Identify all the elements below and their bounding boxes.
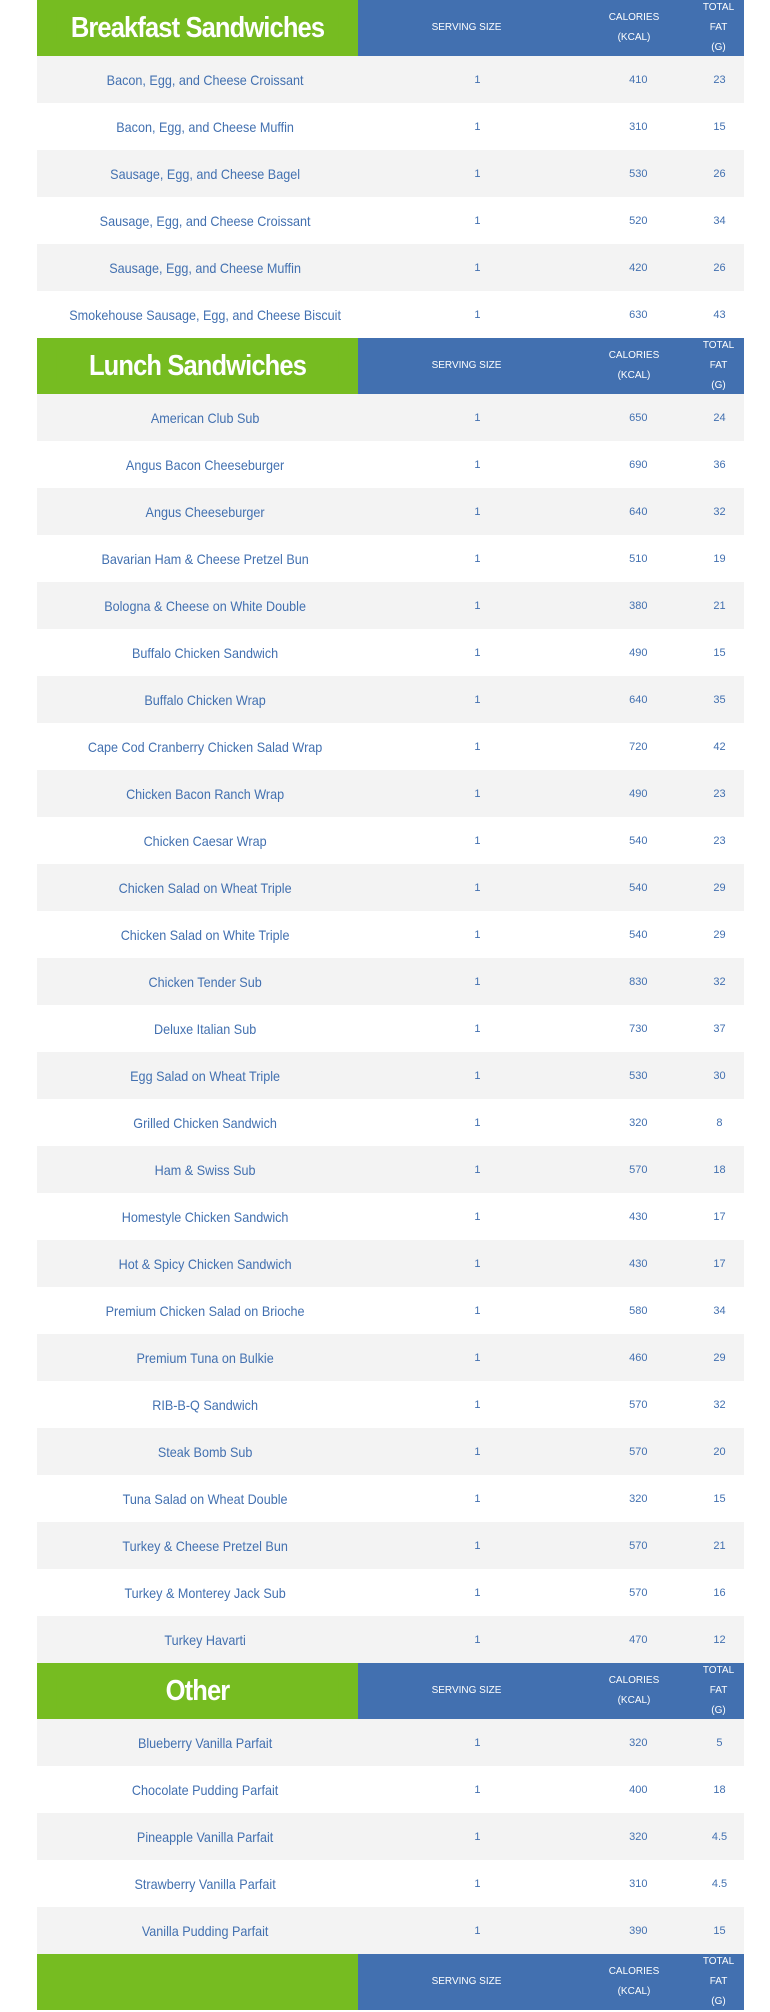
serving-size-value: 1: [474, 787, 481, 800]
table-row: [37, 535, 744, 582]
serving-size-header: SERVING SIZE: [431, 1685, 502, 1696]
calories-value: 630: [629, 308, 648, 321]
total-fat-value: 21: [713, 599, 726, 612]
item-name: Bavarian Ham & Cheese Pretzel Bun: [101, 550, 309, 567]
calories-value: 690: [629, 458, 648, 471]
calories-value: 460: [629, 1351, 648, 1364]
table-row: [37, 56, 744, 103]
serving-size-value: 1: [474, 411, 481, 424]
item-name: Sausage, Egg, and Cheese Muffin: [109, 259, 301, 276]
serving-size-value: 1: [474, 1830, 481, 1843]
total-fat-value: 15: [713, 120, 726, 133]
table-row: [37, 244, 744, 291]
serving-size-value: 1: [474, 1257, 481, 1270]
calories-value: 540: [629, 834, 648, 847]
table-row: [37, 582, 744, 629]
table-row: [37, 1719, 744, 1766]
calories-value: 640: [629, 505, 648, 518]
calories-header: CALORIES (KCAL): [608, 350, 660, 381]
total-fat-value: 42: [713, 740, 726, 753]
total-fat-value: 19: [713, 552, 726, 565]
total-fat-value: 4.5: [711, 1830, 728, 1843]
calories-value: 310: [629, 1877, 648, 1890]
table-row: [37, 394, 744, 441]
calories-value: 530: [629, 167, 648, 180]
table-row: [37, 1522, 744, 1569]
table-row: [37, 723, 744, 770]
calories-value: 430: [629, 1210, 648, 1223]
item-name: Blueberry Vanilla Parfait: [137, 1734, 273, 1751]
table-row: [37, 629, 744, 676]
serving-size-value: 1: [474, 693, 481, 706]
total-fat-value: 16: [713, 1586, 726, 1599]
serving-size-value: 1: [474, 1633, 481, 1646]
serving-size-value: 1: [474, 167, 481, 180]
serving-size-value: 1: [474, 1116, 481, 1129]
item-name: Chicken Caesar Wrap: [143, 832, 267, 849]
total-fat-value: 18: [713, 1163, 726, 1176]
table-row: [37, 770, 744, 817]
calories-value: 650: [629, 411, 648, 424]
serving-size-value: 1: [474, 308, 481, 321]
column-headers: [358, 0, 744, 56]
serving-size-value: 1: [474, 1877, 481, 1890]
item-name: Grilled Chicken Sandwich: [133, 1114, 277, 1131]
item-name: Vanilla Pudding Parfait: [141, 1922, 269, 1939]
item-name: Egg Salad on Wheat Triple: [130, 1067, 281, 1084]
section-title-bar: [37, 1954, 358, 2010]
table-row: [37, 441, 744, 488]
total-fat-value: 35: [713, 693, 726, 706]
table-row: [37, 958, 744, 1005]
serving-size-header: SERVING SIZE: [431, 360, 502, 371]
total-fat-value: 15: [713, 646, 726, 659]
item-name: Sausage, Egg, and Cheese Croissant: [99, 212, 311, 229]
serving-size-value: 1: [474, 1539, 481, 1552]
calories-value: 570: [629, 1398, 648, 1411]
column-headers: [358, 338, 744, 394]
total-fat-value: 34: [713, 214, 726, 227]
total-fat-value: 30: [713, 1069, 726, 1082]
item-name: Turkey & Monterey Jack Sub: [124, 1584, 286, 1601]
table-row: [37, 1240, 744, 1287]
calories-header: CALORIES (KCAL): [608, 1966, 660, 1997]
item-name: Strawberry Vanilla Parfait: [134, 1875, 276, 1892]
serving-size-value: 1: [474, 552, 481, 565]
total-fat-value: 26: [713, 167, 726, 180]
item-name: Buffalo Chicken Wrap: [144, 691, 266, 708]
total-fat-value: 24: [713, 411, 726, 424]
total-fat-value: 15: [713, 1924, 726, 1937]
item-name: Pineapple Vanilla Parfait: [136, 1828, 274, 1845]
total-fat-header: TOTAL FAT (G): [702, 1665, 735, 1716]
item-name: Angus Bacon Cheeseburger: [125, 456, 285, 473]
item-name: Angus Cheeseburger: [145, 503, 265, 520]
table-row: [37, 1907, 744, 1954]
total-fat-value: 17: [713, 1257, 726, 1270]
total-fat-value: 15: [713, 1492, 726, 1505]
total-fat-value: 12: [713, 1633, 726, 1646]
calories-value: 640: [629, 693, 648, 706]
menu-section: [37, 338, 744, 1663]
table-row: [37, 103, 744, 150]
serving-size-value: 1: [474, 1210, 481, 1223]
serving-size-value: 1: [474, 458, 481, 471]
serving-size-value: 1: [474, 834, 481, 847]
calories-value: 520: [629, 214, 648, 227]
serving-size-value: 1: [474, 975, 481, 988]
item-name: Bacon, Egg, and Cheese Muffin: [116, 118, 294, 135]
calories-value: 540: [629, 881, 648, 894]
total-fat-value: 32: [713, 505, 726, 518]
table-row: [37, 1099, 744, 1146]
section-title: Breakfast Sandwiches: [56, 12, 338, 45]
total-fat-value: 29: [713, 1351, 726, 1364]
menu-section: [37, 0, 744, 338]
table-row: [37, 864, 744, 911]
total-fat-value: 21: [713, 1539, 726, 1552]
calories-value: 570: [629, 1163, 648, 1176]
item-name: Deluxe Italian Sub: [153, 1020, 257, 1037]
serving-size-value: 1: [474, 928, 481, 941]
total-fat-value: 29: [713, 881, 726, 894]
table-row: [37, 197, 744, 244]
item-name: Sausage, Egg, and Cheese Bagel: [110, 165, 301, 182]
serving-size-value: 1: [474, 881, 481, 894]
item-name: Chicken Bacon Ranch Wrap: [126, 785, 285, 802]
item-name: Homestyle Chicken Sandwich: [121, 1208, 289, 1225]
item-name: Buffalo Chicken Sandwich: [132, 644, 279, 661]
total-fat-value: 18: [713, 1783, 726, 1796]
total-fat-value: 43: [713, 308, 726, 321]
calories-value: 310: [629, 120, 648, 133]
calories-value: 830: [629, 975, 648, 988]
total-fat-value: 4.5: [711, 1877, 728, 1890]
serving-size-value: 1: [474, 1736, 481, 1749]
serving-size-value: 1: [474, 120, 481, 133]
menu-section: [37, 1954, 744, 2010]
section-title: Other: [56, 1675, 338, 1708]
calories-value: 380: [629, 599, 648, 612]
serving-size-value: 1: [474, 646, 481, 659]
menu-section: [37, 1663, 744, 1954]
table-row: [37, 1766, 744, 1813]
serving-size-value: 1: [474, 740, 481, 753]
item-name: Premium Chicken Salad on Brioche: [105, 1302, 305, 1319]
calories-value: 390: [629, 1924, 648, 1937]
total-fat-value: 17: [713, 1210, 726, 1223]
calories-value: 320: [629, 1116, 648, 1129]
calories-value: 490: [629, 646, 648, 659]
serving-size-value: 1: [474, 261, 481, 274]
section-header: [37, 0, 744, 56]
serving-size-value: 1: [474, 73, 481, 86]
total-fat-value: 23: [713, 834, 726, 847]
total-fat-value: 20: [713, 1445, 726, 1458]
serving-size-value: 1: [474, 1924, 481, 1937]
section-header: [37, 1663, 744, 1719]
table-row: [37, 488, 744, 535]
table-row: [37, 1193, 744, 1240]
item-name: Chicken Tender Sub: [148, 973, 262, 990]
calories-value: 320: [629, 1492, 648, 1505]
table-row: [37, 1475, 744, 1522]
table-row: [37, 1334, 744, 1381]
nutrition-menu: [37, 0, 744, 2010]
table-row: [37, 1428, 744, 1475]
item-name: Turkey Havarti: [164, 1631, 246, 1648]
calories-value: 320: [629, 1736, 648, 1749]
item-name: RIB-B-Q Sandwich: [152, 1396, 258, 1413]
total-fat-header: TOTAL FAT (G): [702, 340, 735, 391]
calories-value: 730: [629, 1022, 648, 1035]
calories-value: 570: [629, 1539, 648, 1552]
total-fat-value: 8: [716, 1116, 723, 1129]
calories-value: 510: [629, 552, 648, 565]
table-row: [37, 1569, 744, 1616]
column-headers: [358, 1954, 744, 2010]
total-fat-value: 5: [716, 1736, 723, 1749]
serving-size-value: 1: [474, 505, 481, 518]
section-header: [37, 1954, 744, 2010]
total-fat-value: 26: [713, 261, 726, 274]
calories-value: 530: [629, 1069, 648, 1082]
item-name: Steak Bomb Sub: [157, 1443, 253, 1460]
serving-size-value: 1: [474, 1304, 481, 1317]
total-fat-value: 34: [713, 1304, 726, 1317]
section-title-bar: [37, 0, 358, 56]
table-row: [37, 1860, 744, 1907]
table-row: [37, 676, 744, 723]
total-fat-header: TOTAL FAT (G): [702, 1956, 735, 2007]
serving-size-value: 1: [474, 1163, 481, 1176]
table-row: [37, 817, 744, 864]
table-row: [37, 1287, 744, 1334]
item-name: American Club Sub: [150, 409, 260, 426]
table-row: [37, 291, 744, 338]
serving-size-header: SERVING SIZE: [431, 1976, 502, 1987]
serving-size-value: 1: [474, 1069, 481, 1082]
calories-value: 470: [629, 1633, 648, 1646]
calories-header: CALORIES (KCAL): [608, 1675, 660, 1706]
serving-size-value: 1: [474, 1022, 481, 1035]
table-row: [37, 1813, 744, 1860]
column-headers: [358, 1663, 744, 1719]
calories-value: 430: [629, 1257, 648, 1270]
calories-value: 420: [629, 261, 648, 274]
calories-value: 320: [629, 1830, 648, 1843]
item-name: Bacon, Egg, and Cheese Croissant: [106, 71, 304, 88]
item-name: Smokehouse Sausage, Egg, and Cheese Biscuit: [69, 306, 341, 323]
serving-size-header: SERVING SIZE: [431, 22, 502, 33]
item-name: Hot & Spicy Chicken Sandwich: [118, 1255, 292, 1272]
calories-value: 580: [629, 1304, 648, 1317]
item-name: Cape Cod Cranberry Chicken Salad Wrap: [87, 738, 323, 755]
total-fat-value: 32: [713, 975, 726, 988]
total-fat-value: 36: [713, 458, 726, 471]
serving-size-value: 1: [474, 1445, 481, 1458]
total-fat-value: 29: [713, 928, 726, 941]
serving-size-value: 1: [474, 1586, 481, 1599]
table-row: [37, 150, 744, 197]
total-fat-value: 32: [713, 1398, 726, 1411]
section-title-bar: [37, 1663, 358, 1719]
calories-value: 400: [629, 1783, 648, 1796]
total-fat-value: 23: [713, 787, 726, 800]
item-name: Chicken Salad on White Triple: [120, 926, 290, 943]
calories-value: 490: [629, 787, 648, 800]
serving-size-value: 1: [474, 1783, 481, 1796]
calories-value: 410: [629, 73, 648, 86]
table-row: [37, 1052, 744, 1099]
item-name: Bologna & Cheese on White Double: [104, 597, 306, 614]
section-title: Lunch Sandwiches: [56, 350, 338, 383]
section-header: [37, 338, 744, 394]
item-name: Chicken Salad on Wheat Triple: [118, 879, 292, 896]
serving-size-value: 1: [474, 214, 481, 227]
calories-header: CALORIES (KCAL): [608, 12, 660, 43]
total-fat-value: 23: [713, 73, 726, 86]
serving-size-value: 1: [474, 1398, 481, 1411]
serving-size-value: 1: [474, 1492, 481, 1505]
calories-value: 720: [629, 740, 648, 753]
table-row: [37, 1005, 744, 1052]
calories-value: 570: [629, 1445, 648, 1458]
serving-size-value: 1: [474, 599, 481, 612]
item-name: Chocolate Pudding Parfait: [131, 1781, 279, 1798]
table-row: [37, 1381, 744, 1428]
table-row: [37, 911, 744, 958]
item-name: Premium Tuna on Bulkie: [136, 1349, 274, 1366]
item-name: Ham & Swiss Sub: [154, 1161, 256, 1178]
table-row: [37, 1616, 744, 1663]
calories-value: 570: [629, 1586, 648, 1599]
total-fat-header: TOTAL FAT (G): [702, 2, 735, 53]
table-row: [37, 1146, 744, 1193]
serving-size-value: 1: [474, 1351, 481, 1364]
total-fat-value: 37: [713, 1022, 726, 1035]
item-name: Tuna Salad on Wheat Double: [122, 1490, 288, 1507]
calories-value: 540: [629, 928, 648, 941]
section-title-bar: [37, 338, 358, 394]
item-name: Turkey & Cheese Pretzel Bun: [122, 1537, 288, 1554]
